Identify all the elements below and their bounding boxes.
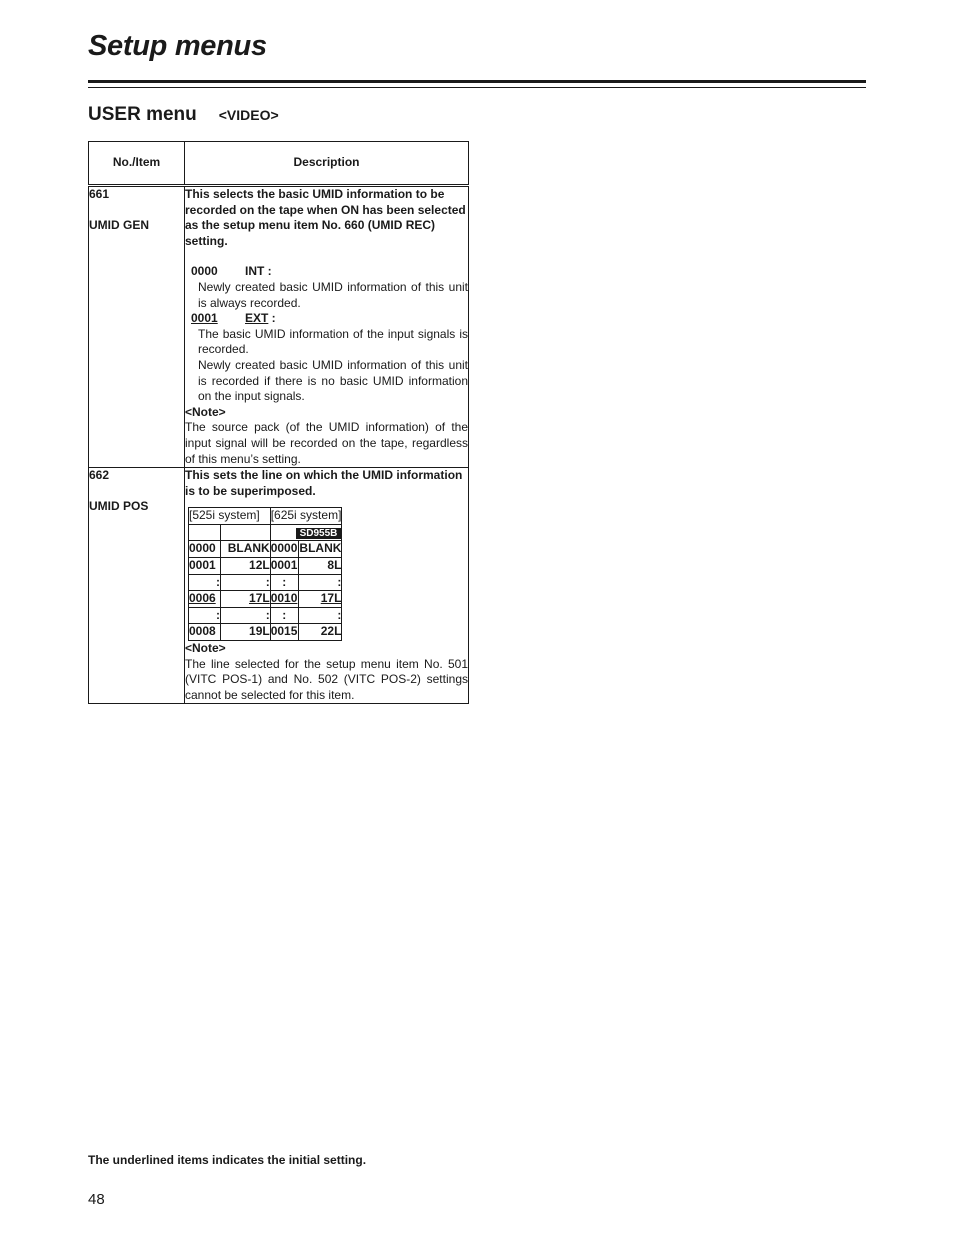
ellipsis-marker: : — [270, 574, 298, 591]
position-line-625i: 8L — [298, 558, 342, 575]
option-description: The basic UMID information of the input signals is recorded. — [198, 326, 468, 357]
note-label: <Note> — [185, 404, 226, 419]
option-code-initial: 0001 — [191, 311, 218, 326]
position-ellipsis-row — [189, 607, 342, 624]
option-code: 0000 — [191, 264, 218, 279]
note-text: The line selected for the setup menu item No. 501 (VITC POS-1) and No. 502 (VITC POS-2) settings cannot be selected for this item. — [185, 656, 468, 702]
table-row-662 — [89, 468, 469, 704]
option-heading — [191, 311, 468, 327]
section-title — [88, 104, 279, 126]
user-menu-table — [88, 141, 469, 704]
item-cell-662 — [89, 468, 185, 704]
title-rule-thin — [88, 87, 866, 88]
position-code-525i: 0008 — [189, 624, 221, 641]
option-label: INT : — [245, 264, 272, 279]
ellipsis-marker: : — [270, 607, 298, 624]
position-line-625i: BLANK — [298, 541, 342, 558]
header-description: Description — [185, 142, 469, 186]
note-label: <Note> — [185, 641, 226, 656]
table-header-row — [89, 142, 469, 186]
position-code-625i: 0000 — [270, 541, 298, 558]
position-line-525i-initial: 17L — [249, 591, 270, 606]
item-intro: This selects the basic UMID information to be recorded on the tape when ON has been selected as the setup menu item No. 660 (UMID REC) setting. — [185, 187, 466, 248]
position-row — [189, 624, 342, 641]
position-row — [189, 591, 342, 608]
model-badge-row — [189, 524, 342, 541]
position-ellipsis-row — [189, 574, 342, 591]
footnote: The underlined items indicates the initial setting. — [88, 1153, 367, 1167]
position-code-625i: 0015 — [270, 624, 298, 641]
position-line-525i: 19L — [221, 624, 271, 641]
option-heading — [191, 264, 468, 280]
position-code-525i: 0001 — [189, 558, 221, 575]
position-code-625i-initial: 0010 — [270, 591, 298, 606]
note-text: The source pack (of the UMID information) of the input signal will be recorded on the tape, regardless of this menu’s setting. — [185, 420, 468, 466]
position-row — [189, 558, 342, 575]
system-header-625i: [625i system] — [270, 508, 342, 525]
page-number: 48 — [88, 1191, 105, 1208]
item-name: UMID POS — [89, 498, 149, 513]
option-label-suffix: : — [268, 311, 276, 326]
ellipsis-marker: : — [189, 574, 221, 591]
ellipsis-marker: : — [189, 607, 221, 624]
header-item: No./Item — [89, 142, 185, 186]
option-label-initial: EXT — [245, 311, 269, 326]
option-description: Newly created basic UMID information of this unit is recorded if there is no basic UMID information on the input signals. — [198, 357, 468, 404]
page-title: Setup menus — [88, 30, 267, 62]
line-position-table — [188, 507, 342, 641]
description-cell-661 — [185, 186, 469, 468]
position-code-625i: 0001 — [270, 558, 298, 575]
item-number: 662 — [89, 468, 110, 483]
system-header-525i: [525i system] — [189, 508, 271, 525]
model-badge: SD955B — [296, 528, 342, 539]
title-rule-thick — [88, 80, 866, 83]
position-line-525i: 12L — [221, 558, 271, 575]
position-line-625i-initial: 17L — [320, 591, 342, 606]
item-intro: This sets the line on which the UMID information is to be superimposed. — [185, 468, 463, 498]
ellipsis-marker: : — [298, 607, 342, 624]
position-code-525i-initial: 0006 — [189, 591, 216, 606]
section-subtitle: <VIDEO> — [218, 107, 279, 123]
item-cell-661 — [89, 186, 185, 468]
system-header-row — [189, 508, 342, 525]
option-description: Newly created basic UMID information of this unit is always recorded. — [198, 279, 468, 310]
section-title-text: USER menu — [88, 104, 197, 125]
position-line-625i: 22L — [298, 624, 342, 641]
item-name: UMID GEN — [89, 217, 149, 232]
ellipsis-marker: : — [221, 607, 271, 624]
description-cell-662 — [185, 468, 469, 704]
position-line-525i: BLANK — [221, 541, 271, 558]
ellipsis-marker: : — [298, 574, 342, 591]
position-code-525i: 0000 — [189, 541, 221, 558]
ellipsis-marker: : — [221, 574, 271, 591]
table-row-661 — [89, 186, 469, 468]
item-number: 661 — [89, 187, 110, 201]
position-row — [189, 541, 342, 558]
